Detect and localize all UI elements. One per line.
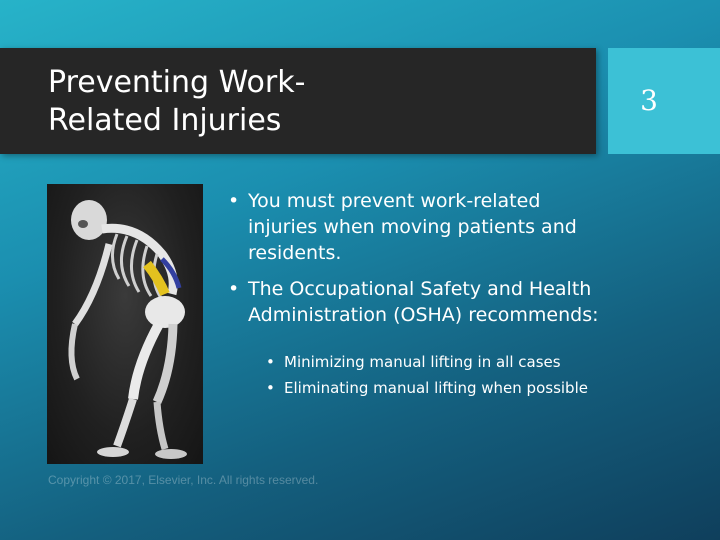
bullet-dot-icon: •: [228, 190, 240, 212]
sub-bullet-text: Eliminating manual lifting when possible: [284, 379, 588, 397]
bullet-dot-icon: •: [228, 278, 240, 300]
bullet-text: You must prevent work-related injuries when moving patients and residents.: [248, 190, 577, 264]
sub-bullet-item: [226, 352, 606, 373]
title-bar: [0, 48, 596, 154]
bullet-item: [226, 188, 606, 266]
bullet-text: The Occupational Safety and Health Administration (OSHA) recommends:: [248, 278, 599, 326]
bullet-list: [226, 188, 606, 404]
skeleton-lifting-icon: [47, 184, 203, 464]
slide-title: Preventing Work- Related Injuries: [48, 65, 306, 138]
skeleton-image: [47, 184, 203, 464]
sub-bullet-text: Minimizing manual lifting in all cases: [284, 353, 561, 371]
copyright-footer: Copyright © 2017, Elsevier, Inc. All rights reserved.: [48, 473, 319, 487]
slide-number-box: [608, 48, 720, 154]
sub-bullet-item: [226, 378, 606, 399]
slide-number: 3: [640, 84, 658, 117]
sub-bullet-dot-icon: •: [266, 353, 275, 371]
sub-bullet-dot-icon: •: [266, 379, 275, 397]
bullet-item: [226, 276, 606, 328]
